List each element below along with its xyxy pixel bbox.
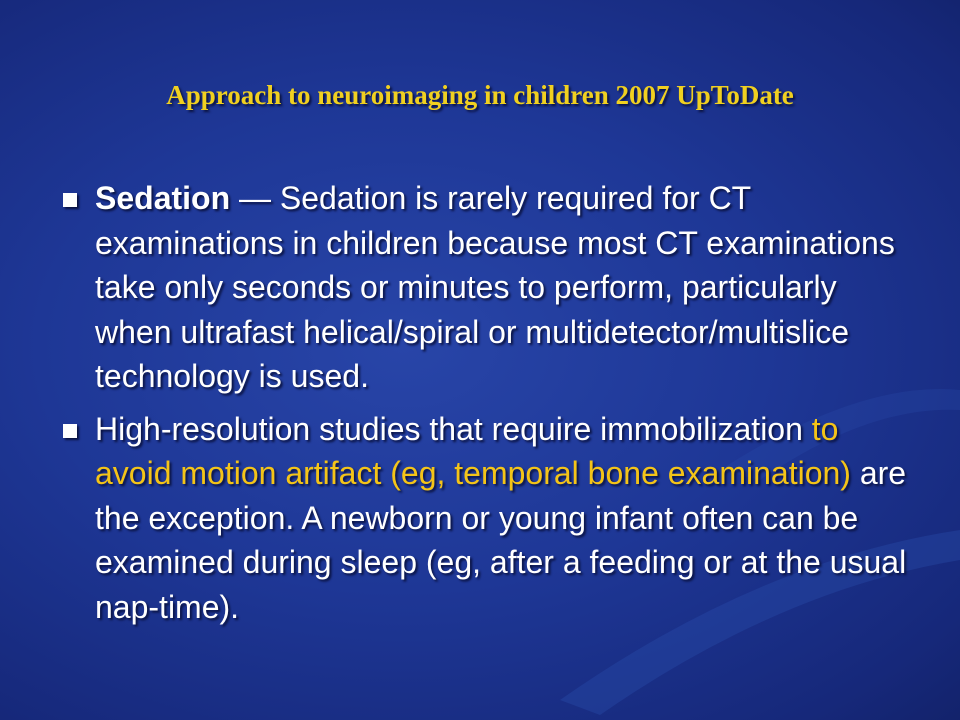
bullet-list: [60, 176, 920, 637]
bullet-text-after: are the exception. A newborn or young infant often can be examined during sleep (eg, after a feeding or at the usual nap-time).: [95, 455, 907, 625]
bullet-item-high-resolution: [60, 407, 920, 630]
square-bullet-icon: [63, 424, 77, 438]
slide-title: Approach to neuroimaging in children 2007 UpToDate: [166, 80, 794, 110]
bullet-lead: Sedation: [95, 180, 231, 216]
bullet-text: — Sedation is rarely required for CT examinations in children because most CT examinations take only seconds or minutes to perform, particularly when ultrafast helical/spiral or multidetector/multislice technology is used.: [95, 180, 895, 394]
bullet-item-sedation: [60, 176, 920, 399]
bullet-highlight: to avoid motion artifact (eg, temporal bone examination): [95, 410, 851, 491]
square-bullet-icon: [63, 193, 77, 207]
bullet-text-before: High-resolution studies that require immobilization: [95, 410, 812, 447]
